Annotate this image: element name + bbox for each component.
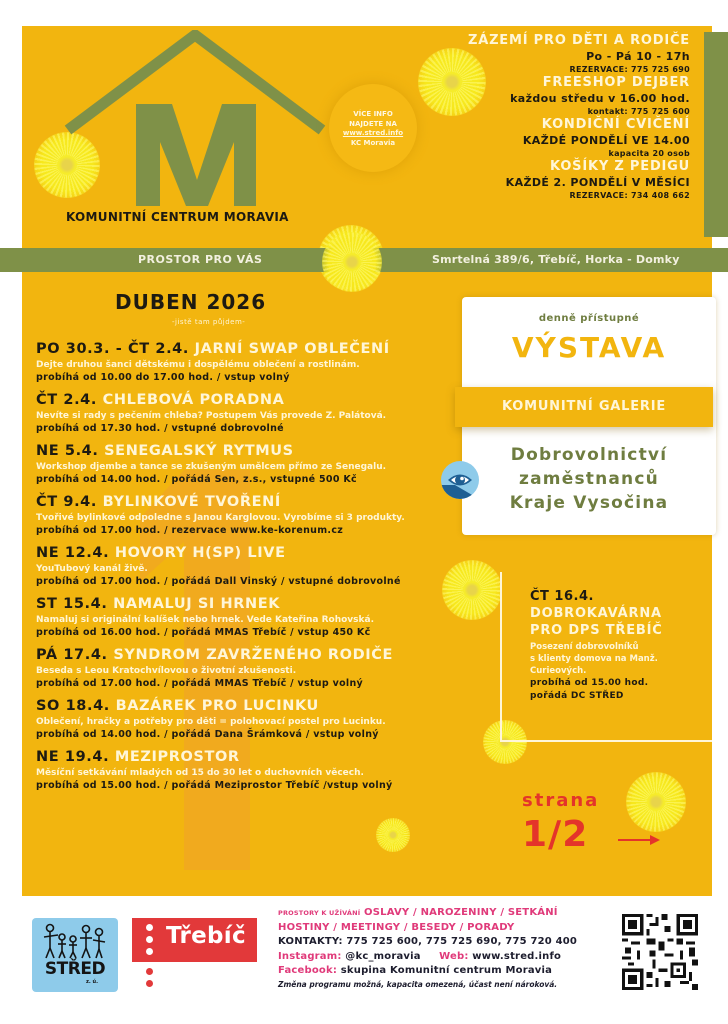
featured-event: [500, 572, 712, 742]
event-title: JARNÍ SWAP OBLEČENÍ: [194, 341, 390, 357]
event-title: NAMALUJ SI HRNEK: [113, 596, 281, 612]
website-link[interactable]: www.stred.info: [342, 129, 404, 137]
event-title: BYLINKOVÉ TVOŘENÍ: [102, 494, 281, 510]
instagram-label: Instagram:: [278, 950, 342, 962]
exhibition-name-line: Dobrovolnictví: [510, 445, 668, 465]
service-title: ZÁZEMÍ PRO DĚTI A RODIČE: [467, 33, 690, 48]
exhibition-venue: KOMUNITNÍ GALERIE: [455, 387, 713, 427]
event-date: PÁ 17.4.: [36, 647, 108, 663]
event-description: Oblečení, hračky a potřeby pro děti = polohovací postel pro Lucinku.: [36, 717, 386, 727]
info-line: NAJDETE NA: [349, 119, 397, 128]
event-details: probíhá od 15.00 hod.: [530, 678, 649, 688]
service-item: [390, 33, 690, 75]
exhibition-name-line: Kraje Vysočina: [509, 493, 669, 513]
event-item: [36, 493, 466, 538]
spaces-prefix: PROSTORY K UŽÍVÁNÍ: [278, 909, 361, 917]
info-line: KC Moravia: [350, 138, 396, 147]
service-schedule: každou středu v 16.00 hod.: [510, 92, 690, 105]
page-number: 1/2: [522, 814, 589, 855]
event-item: [36, 595, 466, 640]
kc-moravia-logo: [60, 30, 330, 230]
dandelion-decoration: [376, 818, 410, 852]
qr-code-icon[interactable]: [622, 914, 698, 990]
event-details: probíhá od 10.00 do 17.00 hod. / vstup volný: [36, 372, 290, 383]
service-contact: kapacita 20 osob: [608, 149, 690, 158]
exhibition-name-line: zaměstnanců: [519, 469, 659, 489]
service-contact: REZERVACE: 775 725 690: [569, 65, 690, 74]
arrow-right-icon[interactable]: [618, 834, 660, 846]
service-contact: kontakt: 775 725 600: [587, 107, 690, 116]
service-item: [390, 75, 690, 117]
service-schedule: Po - Pá 10 - 17h: [586, 50, 690, 63]
event-date: NE 5.4.: [36, 443, 99, 459]
event-title: MEZIPROSTOR: [114, 749, 240, 765]
service-title: KONDIČNÍ CVIČENÍ: [541, 117, 690, 132]
service-schedule: KAŽDÉ PONDĚLÍ VE 14.00: [522, 134, 690, 147]
event-description: Beseda s Leou Kratochvílovou o životní zkušenosti.: [36, 666, 297, 676]
exhibition-availability: denně přístupné: [538, 313, 640, 324]
event-details: probíhá od 15.00 hod. / pořádá Meziprostor Třebíč /vstup volný: [36, 780, 393, 791]
event-item: [36, 391, 466, 436]
trebic-logo: [132, 918, 257, 962]
event-list: [36, 340, 466, 799]
disclaimer: Změna programu možná, kapacita omezená, účast není nároková.: [278, 979, 558, 989]
event-date: ČT 16.4.: [530, 589, 594, 604]
trebic-dot: [146, 968, 153, 975]
event-description: Nevíte si rady s pečením chleba? Postupem Vás provede Z. Palátová.: [36, 411, 387, 421]
event-details: probíhá od 16.00 hod. / pořádá MMAS Třebíč / vstup 450 Kč: [36, 627, 371, 638]
event-description: Workshop djembe a tance se zkušeným umělcem přímo ze Senegalu.: [36, 462, 387, 472]
event-item: [36, 544, 466, 589]
decorative-green-strip: [704, 32, 728, 237]
event-description: Dejte druhou šanci dětskému i dospělému oblečení a rostlinám.: [36, 360, 360, 370]
facebook-label: Facebook:: [278, 965, 338, 976]
exhibition-title: VÝSTAVA: [511, 331, 667, 364]
dandelion-decoration: [626, 772, 686, 832]
stred-suffix: z. ú.: [85, 979, 98, 985]
event-details: probíhá od 14.00 hod. / pořádá Dana Šrámková / vstup volný: [36, 729, 379, 740]
event-description: [530, 641, 712, 677]
event-title: DOBROKAVÁRNA: [530, 606, 662, 621]
service-title: KOŠÍKY Z PEDIGU: [550, 159, 690, 174]
event-date: NE 19.4.: [36, 749, 110, 765]
event-date: PO 30.3. - ČT 2.4.: [36, 341, 189, 357]
service-schedule: KAŽDÉ 2. PONDĚLÍ V MĚSÍCI: [505, 176, 690, 189]
event-title: PRO DPS TŘEBÍČ: [530, 623, 663, 638]
event-date: ST 15.4.: [36, 596, 108, 612]
event-item: [36, 646, 466, 691]
facebook-link[interactable]: skupina Komunitní centrum Moravia: [340, 965, 553, 976]
event-description: Měsíční setkávání mladých od 15 do 30 let o duchovních věcech.: [36, 768, 364, 778]
house-m-icon: [60, 30, 330, 220]
trebic-dot: [146, 980, 153, 987]
event-description: YouTubový kanál živě.: [36, 564, 148, 574]
month-title: DUBEN 2026: [115, 290, 267, 314]
exhibition-name: [462, 443, 716, 515]
event-item: [36, 697, 466, 742]
page-label: strana: [522, 790, 600, 811]
event-title: BAZÁREK PRO LUCINKU: [115, 698, 319, 714]
family-figures-icon: [32, 920, 118, 962]
event-item: [36, 442, 466, 487]
event-details: probíhá od 14.00 hod. / pořádá Sen, z.s., vstupné 500 Kč: [36, 474, 357, 485]
service-item: [390, 117, 690, 159]
contact-phones: KONTAKTY: 775 725 600, 775 725 690, 775 720 400: [278, 936, 578, 947]
spaces-uses: OSLAVY / NAROZENINY / SETKÁNÍ: [364, 907, 558, 918]
spaces-uses: HOSTINY / MEETINGY / BESEDY / PORADY: [278, 921, 515, 933]
event-title: SYNDROM ZAVRŽENÉHO RODIČE: [113, 647, 393, 663]
event-description: Tvořivé bylinkové odpoledne s Janou Karglovou. Vyrobíme si 3 produkty.: [36, 513, 405, 523]
service-contact: REZERVACE: 734 408 662: [569, 191, 690, 200]
stred-name: STŘED: [44, 959, 106, 979]
event-title: HOVORY H(SP) LIVE: [114, 545, 286, 561]
event-date: SO 18.4.: [36, 698, 110, 714]
description-line: Curieových.: [530, 666, 587, 676]
event-date: ČT 9.4.: [36, 494, 97, 510]
description-line: s klienty domova na Manž.: [530, 654, 658, 664]
web-label: Web:: [439, 950, 469, 962]
regular-services: [390, 33, 690, 201]
info-line: VÍCE INFO: [353, 110, 393, 118]
event-title: SENEGALSKÝ RYTMUS: [104, 443, 294, 459]
event-details: probíhá od 17.30 hod. / vstupné dobrovolné: [36, 423, 284, 434]
address: Smrtelná 389/6, Třebíč, Horka - Domky: [432, 253, 680, 266]
event-item: [36, 340, 466, 385]
org-name: KOMUNITNÍ CENTRUM MORAVIA: [66, 210, 289, 224]
event-item: [36, 748, 466, 793]
stred-logo: [32, 918, 118, 992]
event-details: probíhá od 17.00 hod. / pořádá MMAS Třebíč / vstup volný: [36, 678, 364, 689]
service-title: FREESHOP DEJBER: [542, 75, 690, 90]
event-details: pořádá DC STŘED: [530, 691, 624, 701]
web-link[interactable]: www.stred.info: [472, 950, 562, 962]
event-date: NE 12.4.: [36, 545, 110, 561]
event-details: probíhá od 17.00 hod. / rezervace www.ke-korenum.cz: [36, 525, 344, 536]
footer-contacts: [278, 906, 608, 991]
event-details: probíhá od 17.00 hod. / pořádá Dall Vinský / vstupné dobrovolné: [36, 576, 401, 587]
eye-logo-icon: [441, 461, 479, 499]
event-title: CHLEBOVÁ PORADNA: [102, 392, 285, 408]
event-description: Namaluj si originální kalíšek nebo hrnek. Vede Kateřina Rohovská.: [36, 615, 374, 625]
tagline: PROSTOR PRO VÁS: [138, 253, 263, 266]
dandelion-decoration: [322, 232, 382, 292]
service-item: [390, 159, 690, 201]
description-line: Posezení dobrovolníků: [530, 642, 639, 652]
instagram-link[interactable]: @kc_moravia: [345, 950, 421, 962]
month-subtitle: -jistě tam půjdem-: [172, 318, 246, 326]
trebic-name: Třebíč: [166, 923, 246, 949]
event-date: ČT 2.4.: [36, 392, 97, 408]
